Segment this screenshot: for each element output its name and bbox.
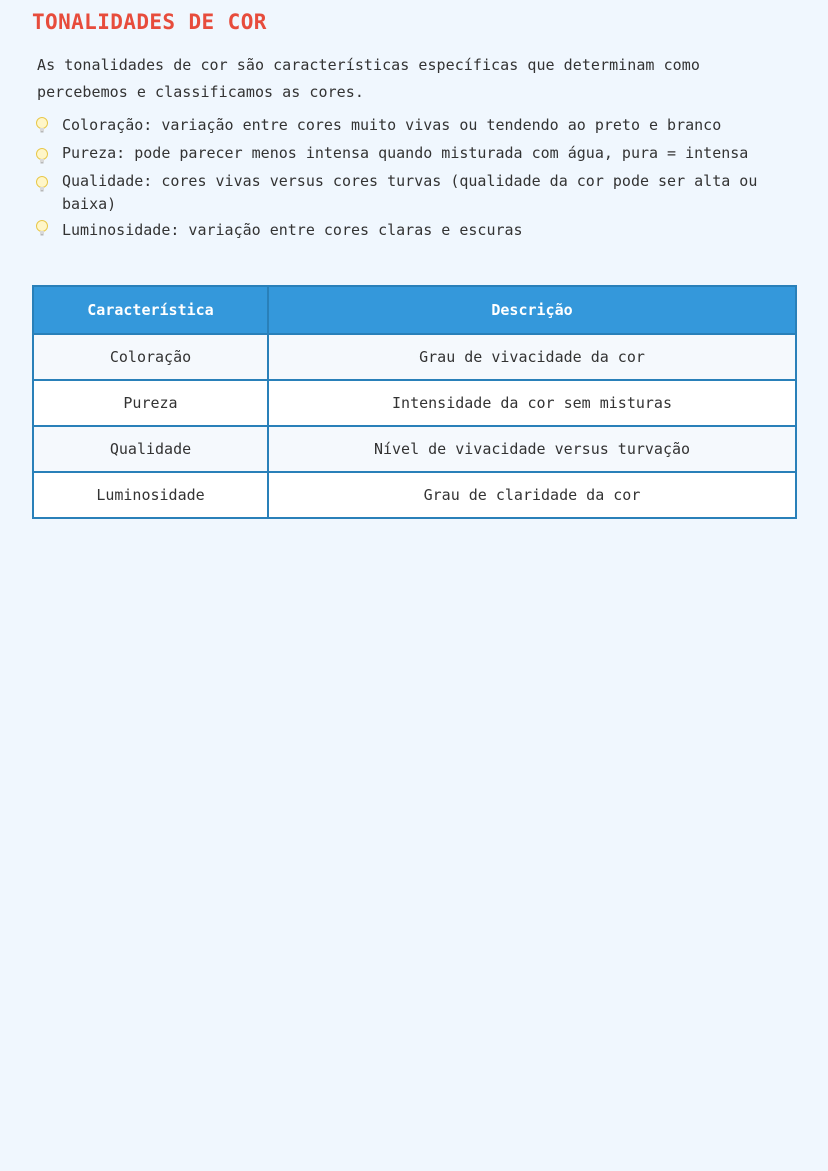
lightbulb-icon <box>34 143 56 167</box>
table-cell: Nível de vivacidade versus turvação <box>268 426 796 472</box>
table-cell: Grau de claridade da cor <box>268 472 796 518</box>
table-row <box>33 426 796 472</box>
lightbulb-icon <box>34 220 56 244</box>
lightbulb-icon <box>34 171 56 195</box>
table-row <box>33 380 796 426</box>
list-item <box>34 114 814 139</box>
table-row <box>33 334 796 380</box>
list-item <box>34 219 814 244</box>
characteristics-table <box>32 285 797 519</box>
bullet-text: Pureza: pode parecer menos intensa quando misturada com água, pura = intensa <box>62 144 749 162</box>
bullet-text: Luminosidade: variação entre cores claras e escuras <box>62 221 523 239</box>
header-descricao: Descrição <box>268 286 796 334</box>
intro-paragraph: As tonalidades de cor são características específicas que determinam como percebemos e classificamos as cores. <box>37 56 700 101</box>
table-cell: Qualidade <box>33 426 268 472</box>
table-header-row <box>33 286 796 334</box>
list-item <box>34 142 814 167</box>
table-cell: Coloração <box>33 334 268 380</box>
bullet-list <box>34 114 814 247</box>
header-caracteristica: Característica <box>33 286 268 334</box>
bullet-text: Qualidade: cores vivas versus cores turvas (qualidade da cor pode ser alta ou baixa) <box>62 172 758 213</box>
bullet-text: Coloração: variação entre cores muito vivas ou tendendo ao preto e branco <box>62 116 722 134</box>
table-cell: Pureza <box>33 380 268 426</box>
table-cell: Grau de vivacidade da cor <box>268 334 796 380</box>
list-item <box>34 170 814 216</box>
table-cell: Intensidade da cor sem misturas <box>268 380 796 426</box>
table-cell: Luminosidade <box>33 472 268 518</box>
page-title: TONALIDADES DE COR <box>32 10 267 34</box>
lightbulb-icon <box>34 115 56 139</box>
table-row <box>33 472 796 518</box>
